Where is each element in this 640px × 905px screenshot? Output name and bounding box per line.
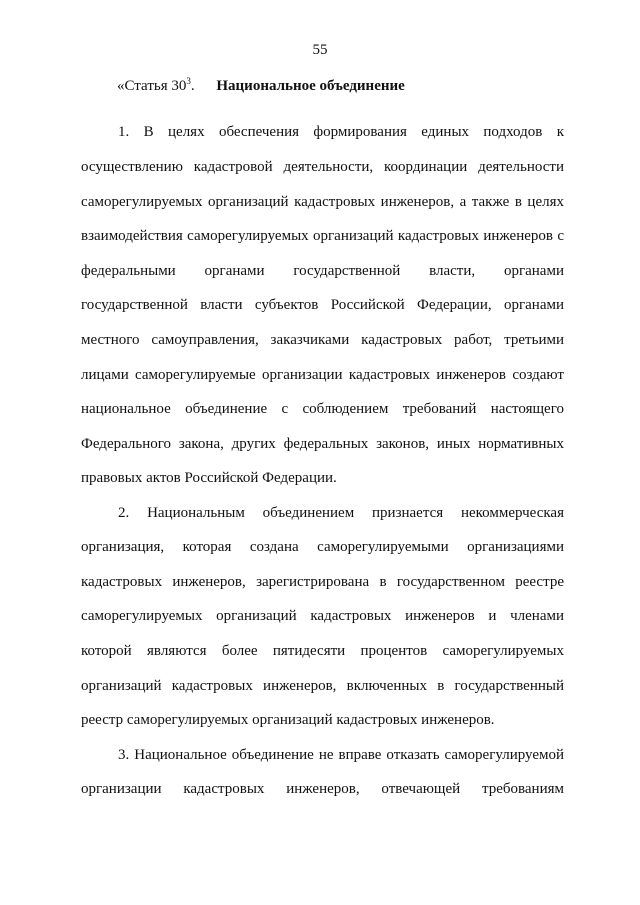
text-line: организации кадастровых инженеров, отвечающей требованиям: [81, 781, 564, 797]
text-line: государственной власти субъектов Российской Федерации, органами: [81, 297, 564, 313]
text-line: национальное объединение с соблюдением требований настоящего: [81, 401, 564, 417]
text-line: лицами саморегулируемые организации кадастровых инженеров создают: [81, 367, 564, 383]
text-line: организаций кадастровых инженеров, включенных в государственный: [81, 678, 564, 694]
article-heading-prefix: «Статья 30: [117, 78, 187, 94]
article-heading: [117, 76, 405, 95]
text-line: местного самоуправления, заказчиками кадастровых работ, третьими: [81, 332, 564, 348]
text-line: саморегулируемых организаций кадастровых инженеров и членами: [81, 608, 564, 624]
text-line: которой являются более пятидесяти процентов саморегулируемых: [81, 643, 564, 659]
text-line: кадастровых инженеров, зарегистрирована в государственном реестре: [81, 574, 564, 590]
text-line: саморегулируемых организаций кадастровых инженеров, а также в целях: [81, 194, 564, 210]
text-line: Федерального закона, других федеральных законов, иных нормативных: [81, 436, 564, 452]
text-line: федеральными органами государственной власти, органами: [81, 263, 564, 279]
text-line: 1. В целях обеспечения формирования единых подходов к: [118, 124, 564, 140]
text-line: 2. Национальным объединением признается некоммерческая: [118, 505, 564, 521]
text-line: взаимодействия саморегулируемых организаций кадастровых инженеров с: [81, 228, 564, 244]
article-title: Национальное объединение: [216, 78, 405, 94]
text-line: организация, которая создана саморегулируемыми организациями: [81, 539, 564, 555]
page-number: 55: [312, 42, 328, 58]
text-line: правовых актов Российской Федерации.: [81, 470, 337, 486]
article-heading-superscript: 3: [186, 76, 191, 86]
text-line: 3. Национальное объединение не вправе отказать саморегулируемой: [118, 747, 564, 763]
text-line: осуществлению кадастровой деятельности, координации деятельности: [81, 159, 564, 175]
article-heading-suffix: .: [190, 78, 195, 94]
text-line: реестр саморегулируемых организаций кадастровых инженеров.: [81, 712, 495, 728]
